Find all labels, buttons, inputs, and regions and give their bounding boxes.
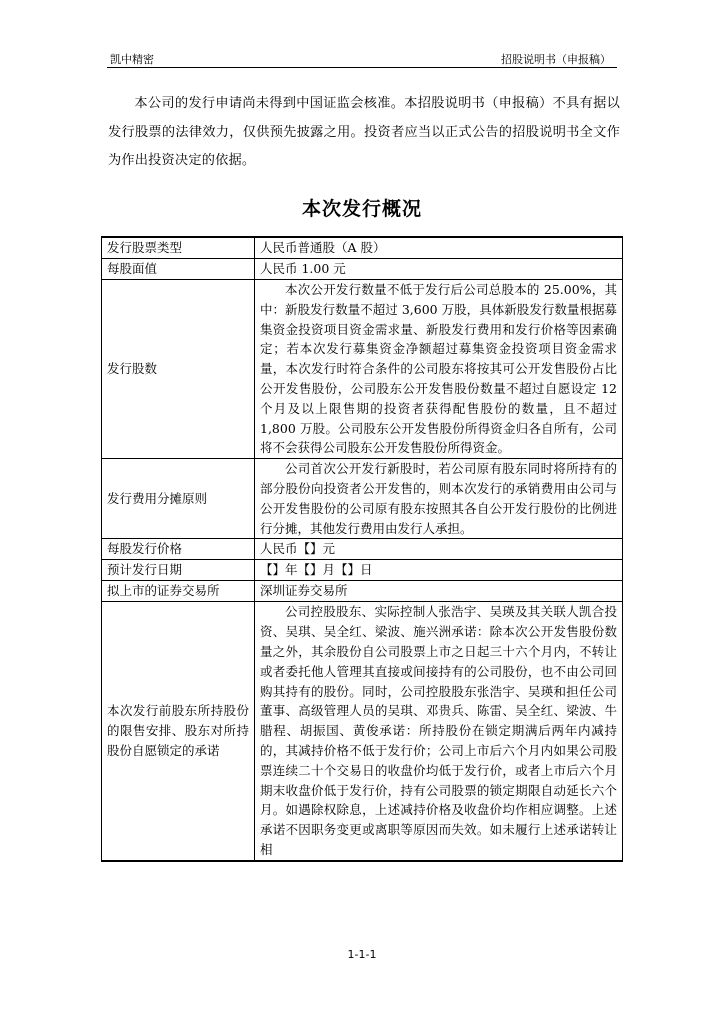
row-key: 每股面值 — [102, 259, 255, 280]
row-value: 公司控股股东、实际控制人张浩宇、吴瑛及其关联人凯合投资、吴琪、吴全红、梁波、施兴洲承诺：除本次公开发售股份数量之外，其余股份自公司股票上市之日起三十六个月内，不转让或者委托他人管理其直接或间接持有的公司股份，也不由公司回购其持有的股份。同时，公司控股股东张浩宇、吴瑛和担任公司董事、高级管理人员的吴琪、邓贵兵、陈雷、吴全红、梁波、牛腊程、胡振国、黄俊承诺：所持股份在锁定期满后两年内减持的，其减持价格不低于发行价；公司上市后六个月内如果公司股票连续二十个交易日的收盘价均低于发行价，或者上市后六个月期末收盘价低于发行价，持有公司股票的锁定期限自动延长六个月。如遇除权除息，上述减持价格及收盘价均作相应调整。上述承诺不因职务变更或离职等原因而失效。如未履行上述承诺转让相 — [255, 602, 623, 861]
row-key: 发行股数 — [102, 280, 255, 459]
row-value: 【】年【】月【】日 — [255, 560, 623, 581]
header-rule — [107, 67, 617, 68]
row-value: 人民币 1.00 元 — [255, 259, 623, 280]
table-row — [102, 459, 623, 539]
header-doc-title: 招股说明书（申报稿） — [501, 53, 611, 66]
row-key: 预计发行日期 — [102, 560, 255, 581]
section-title: 本次发行概况 — [301, 198, 422, 220]
page-header — [107, 48, 617, 66]
table-row — [102, 259, 623, 280]
issue-overview-table — [101, 236, 623, 862]
row-key: 每股发行价格 — [102, 539, 255, 560]
table-row — [102, 280, 623, 459]
row-key: 本次发行前股东所持股份的限售安排、股东对所持股份自愿锁定的承诺 — [102, 602, 255, 861]
row-value: 公司首次公开发行新股时，若公司原有股东同时将所持有的部分股份向投资者公开发售的，则本次发行的承销费用由公司与公开发售股份的公司原有股东按照其各自公开发行股份的比例进行分摊，其他发行费用由发行人承担。 — [255, 459, 623, 539]
row-value: 人民币【】元 — [255, 539, 623, 560]
header-company: 凯中精密 — [110, 53, 154, 66]
table-row — [102, 237, 623, 259]
page-number: 1-1-1 — [347, 948, 377, 961]
table-row — [102, 581, 623, 602]
row-value: 深圳证券交易所 — [255, 581, 623, 602]
table-row — [102, 560, 623, 581]
row-key: 发行费用分摊原则 — [102, 459, 255, 539]
row-value: 人民币普通股（A 股） — [255, 237, 623, 259]
table-row — [102, 539, 623, 560]
table-row — [102, 602, 623, 861]
intro-paragraph: 本公司的发行申请尚未得到中国证监会核准。本招股说明书（申报稿）不具有据以发行股票的法律效力，仅供预先披露之用。投资者应当以正式公告的招股说明书全文作为作出投资决定的依据。 — [108, 96, 620, 169]
row-key: 拟上市的证券交易所 — [102, 581, 255, 602]
row-key: 发行股票类型 — [102, 237, 255, 259]
row-value: 本次公开发行数量不低于发行后公司总股本的 25.00%，其中：新股发行数量不超过 3,600 万股，具体新股发行数量根据募集资金投资项目资金需求量、新股发行费用和发行价格等因素确定；若本次发行募集资金净额超过募集资金投资项目资金需求量，本次发行时符合条件的公司股东将按其可公开发售股份占比公开发售股份，公司股东公开发售股份数量不超过自愿设定 12 个月及以上限售期的投资者获得配售股份的数量，且不超过 1,800 万股。公司股东公开发售股份所得资金归各自所有，公司将不会获得公司股东公开发售股份所得资金。 — [255, 280, 623, 459]
